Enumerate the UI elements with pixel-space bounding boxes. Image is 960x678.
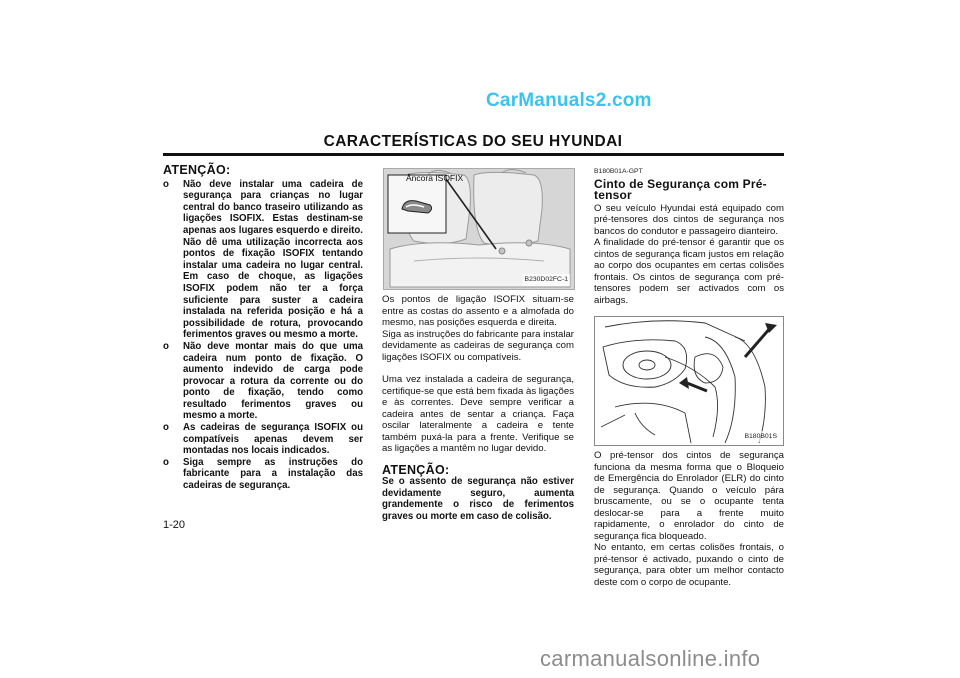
pretensioner-paragraph-4: No entanto, em certas colisões frontais, o pré-tensor é activado, puxando o cinto de segurança, para obter um melhor contacto deste com o corpo de ocupante. xyxy=(594,542,784,588)
watermark-carmanuals2: CarManuals2.com xyxy=(486,90,652,111)
pretensioner-figure xyxy=(594,316,784,446)
bullet-text: Siga sempre as instruções do fabricante para a instalação das cadeiras de segurança. xyxy=(183,456,363,492)
bullet-text: As cadeiras de segurança ISOFIX ou compatíveis apenas devem ser montadas nos locais indicados. xyxy=(183,422,363,457)
section-title: Cinto de Segurança com Pré-tensor xyxy=(594,176,767,203)
bullet-text: Não deve instalar uma cadeira de segurança para crianças no lugar central do banco traseiro utilizando as ligações ISOFIX. Estas destinam-se apenas aos lugares esquerdo e direito. Não dê uma utilização incorrecta aos pontos de fixação ISOFIX tentando instalar uma cadeira no lugar central. Em caso de choque, as ligações ISOFIX podem não ter a força suficiente para suster a cadeira instalada na referida posição e há a possibilidade de rotura, provocando ferimentos graves ou mesmo a morte. xyxy=(183,178,363,341)
warning-bullet xyxy=(163,457,363,492)
isofix-anchor-label: Âncora ISOFIX xyxy=(406,173,464,183)
warning-title-2: ATENÇÃO: xyxy=(382,462,450,477)
header-rule xyxy=(163,153,784,156)
column-right xyxy=(594,166,784,588)
isofix-paragraph-3: Uma vez instalada a cadeira de segurança, certifique-se que está bem fixada às ligações e às correntes. Deve sempre verificar a cadeira antes de sentar a criança. Faça oscilar lateralmente a cadeira e tente também puxá-la para a frente. Verifique se as ligações a mantêm no lugar devido. xyxy=(382,374,574,454)
page-header-title: CARACTERÍSTICAS DO SEU HYUNDAI xyxy=(323,133,623,150)
figure-code: B180B01S xyxy=(742,431,779,443)
bullet-marker: o xyxy=(163,456,169,468)
warning-bullet xyxy=(163,422,363,457)
column-middle xyxy=(382,168,574,522)
section-code: B180B01A-GPT xyxy=(594,168,643,175)
pretensioner-paragraph-3: O pré-tensor dos cintos de segurança funciona da mesma forma que o Bloqueio de Emergência do Enrolador (ELR) do cinto de segurança. Quando o veículo pára bruscamente, ou se o ocupante tenta deslocar-se para a frente muito rapidamente, o enrolador do cinto de segurança fica bloqueado. xyxy=(594,450,784,542)
pretensioner-paragraph-2: A finalidade do pré-tensor é garantir que os cintos de segurança ficam justos em relação ao corpo dos ocupantes em certas colisões frontais. Os cintos de segurança com pré-tensores podem ser activados com os airbags. xyxy=(594,237,784,306)
column-left xyxy=(163,165,363,492)
page-number: 1-20 xyxy=(163,519,186,531)
isofix-figure xyxy=(383,168,575,290)
bullet-marker: o xyxy=(163,422,169,434)
warning-bullets xyxy=(163,179,363,492)
car-interior-illustration xyxy=(595,317,783,445)
bullet-text: Não deve montar mais do que uma cadeira num ponto de fixação. O aumento indevido de carga pode provocar a rotura da corrente ou do ponto de fixação, tendo como resultado ferimentos graves ou mesmo a morte. xyxy=(183,340,363,422)
rear-seat-illustration xyxy=(384,169,574,289)
warning-bullet xyxy=(163,341,363,422)
watermark-carmanualsonline: carmanualsonline.info xyxy=(540,646,761,671)
isofix-paragraph-1: Os pontos de ligação ISOFIX situam-se entre as costas do assento e a almofada do mesmo, nas posições esquerda e direita. xyxy=(382,294,574,328)
warning-title: ATENÇÃO: xyxy=(163,163,231,177)
figure-code: B230D02FC-1 xyxy=(523,274,570,286)
bullet-marker: o xyxy=(163,340,169,352)
isofix-paragraph-2: Siga as instruções do fabricante para instalar devidamente as cadeiras de segurança com ligações ISOFIX ou compatíveis. xyxy=(382,328,574,363)
bullet-marker: o xyxy=(163,178,169,190)
pretensioner-paragraph-1: O seu veículo Hyundai está equipado com pré-tensores dos cintos de segurança nos bancos do condutor e passageiro dianteiro. xyxy=(594,202,784,237)
warning-text-2: Se o assento de segurança não estiver devidamente seguro, aumenta grandemente o risco de ferimentos graves ou morte em caso de colisão. xyxy=(382,476,574,522)
warning-bullet xyxy=(163,179,363,341)
